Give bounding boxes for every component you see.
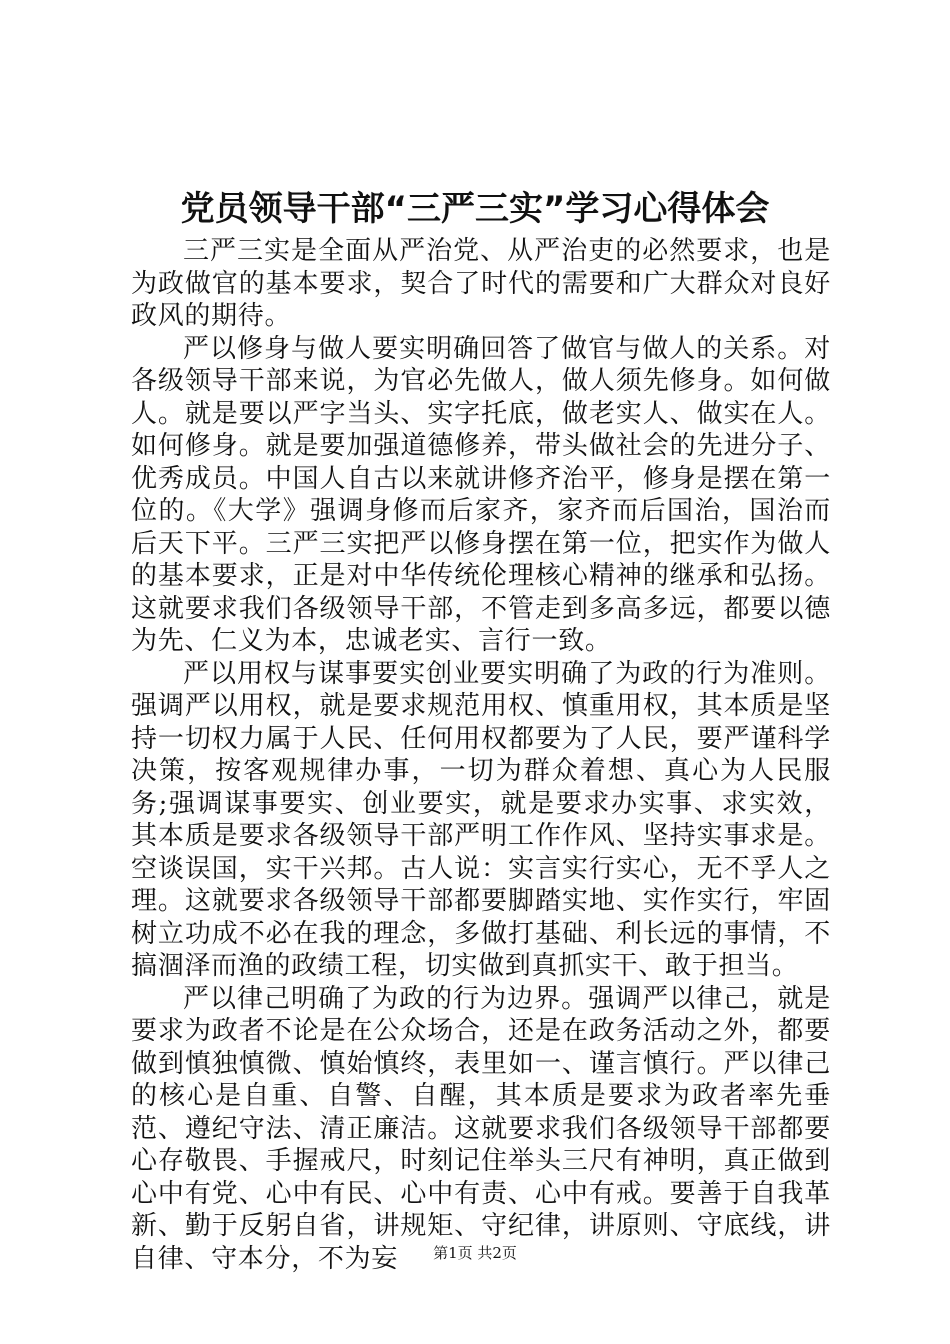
page-title: 党员领导干部“三严三实”学习心得体会	[180, 189, 770, 229]
document-body	[131, 235, 831, 1275]
paragraph-4: 严以律己明确了为政的行为边界。强调严以律己，就是要求为政者不论是在公众场合，还是在政务活动之外，都要做到慎独慎微、慎始慎终，表里如一、谨言慎行。严以律己的核心是自重、自警、自醒，其本质是要求为政者率先垂范、遵纪守法、清正廉洁。这就要求我们各级领导干部都要心存敬畏、手握戒尺，时刻记住举头三尺有神明，真正做到心中有党、心中有民、心中有责、心中有戒。要善于自我革新、勤于反躬自省，讲规矩、守纪律，讲原则、守底线，讲自律、守本分，不为妄	[131, 983, 831, 1274]
paragraph-3: 严以用权与谋事要实创业要实明确了为政的行为准则。强调严以用权，就是要求规范用权、慎重用权，其本质是坚持一切权力属于人民、任何用权都要为了人民，要严谨科学决策，按客观规律办事，一切为群众着想、真心为人民服务;强调谋事要实、创业要实，就是要求办实事、求实效，其本质是要求各级领导干部严明工作作风、坚持实事求是。空谈误国，实干兴邦。古人说：实言实行实心，无不孚人之理。这就要求各级领导干部都要脚踏实地、实作实行，牢固树立功成不必在我的理念，多做打基础、利长远的事情，不搞涸泽而渔的政绩工程，切实做到真抓实干、敢于担当。	[131, 658, 831, 981]
page-number-footer: 第1页 共2页	[433, 1244, 517, 1262]
paragraph-1: 三严三实是全面从严治党、从严治吏的必然要求，也是为政做官的基本要求，契合了时代的需要和广大群众对良好政风的期待。	[131, 236, 831, 331]
paragraph-2: 严以修身与做人要实明确回答了做官与做人的关系。对各级领导干部来说，为官必先做人，做人须先修身。如何做人。就是要以严字当头、实字托底，做老实人、做实在人。如何修身。就是要加强道德修养，带头做社会的先进分子、优秀成员。中国人自古以来就讲修齐治平，修身是摆在第一位的。《大学》强调身修而后家齐，家齐而后国治，国治而后天下平。三严三实把严以修身摆在第一位，把实作为做人的基本要求，正是对中华传统伦理核心精神的继承和弘扬。这就要求我们各级领导干部，不管走到多高多远，都要以德为先、仁义为本，忠诚老实、言行一致。	[131, 333, 831, 656]
